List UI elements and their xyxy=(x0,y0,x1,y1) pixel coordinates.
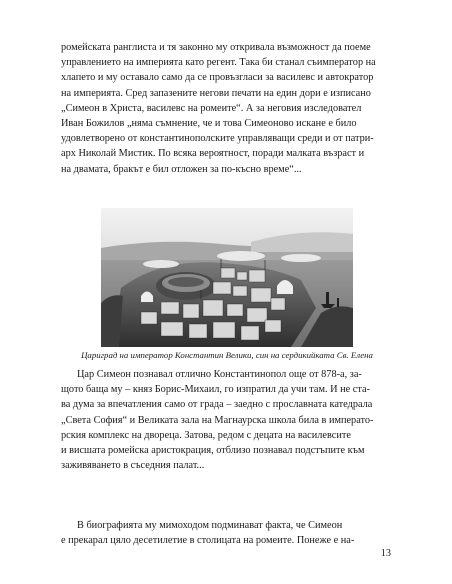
text-line: Цар Симеон познавал отлично Константинопол още от 878-а, за- xyxy=(77,369,362,380)
text-line: и висшата ромейска аристокрация, отблизо познавал подстъпите към xyxy=(61,445,365,457)
text-line: ромейската ранглиста и тя законно му откривала възможност да поеме xyxy=(61,42,371,53)
text-line: на двамата, бракът е бил отложен за по-късно време“... xyxy=(61,163,302,175)
text-line: е прекарал цяло десетилетие в столицата на ромеите. Понеже е на- xyxy=(61,535,355,547)
text-line: рския комплекс на двореца. Затова, редом с децата на василевсите xyxy=(61,429,351,441)
text-line: хлапето и му оставало само да се провъзгласи за василевс и автократор xyxy=(61,72,374,84)
text-line: В биографията му мимоходом подминават факта, че Симеон xyxy=(77,520,343,531)
text-line: арх Николай Мистик. По всяка вероятност, поради малката възраст и xyxy=(61,148,365,160)
text-line: ва дума за впечатления само от града – заедно с прославната катедрала xyxy=(61,399,373,411)
text-line: заживяването в съседния палат... xyxy=(61,460,205,472)
text-line: щото баща му – княз Борис-Михаил, го изпратил да учи там. И не ста- xyxy=(61,384,370,396)
figure-caption: Цариград на император Константин Велики, син на сердикийката Св. Елена xyxy=(81,350,373,360)
paragraph-3 xyxy=(61,518,393,548)
text-line: удовлетворено от константинополските управляващи среди и от патри- xyxy=(61,133,374,145)
text-line: управлението на империята като регент. Така би станал съимператор на xyxy=(61,57,376,69)
paragraph-1 xyxy=(61,40,393,177)
constantinople-engraving xyxy=(101,208,353,347)
paragraph-2 xyxy=(61,367,393,473)
text-line: „Света София“ и Великата зала на Магнаурска школа била в императо- xyxy=(61,414,374,426)
city-illustration xyxy=(101,208,353,347)
page-number: 13 xyxy=(380,548,391,559)
text-line: на империята. Сред запазените негови печати на един дори е изписано xyxy=(61,87,371,99)
text-line: Иван Божилов „няма съмнение, че и това Симеоново искане е било xyxy=(61,118,357,130)
text-line: „Симеон в Христа, василевс на ромеите“. А за неговия изследовател xyxy=(61,102,362,114)
